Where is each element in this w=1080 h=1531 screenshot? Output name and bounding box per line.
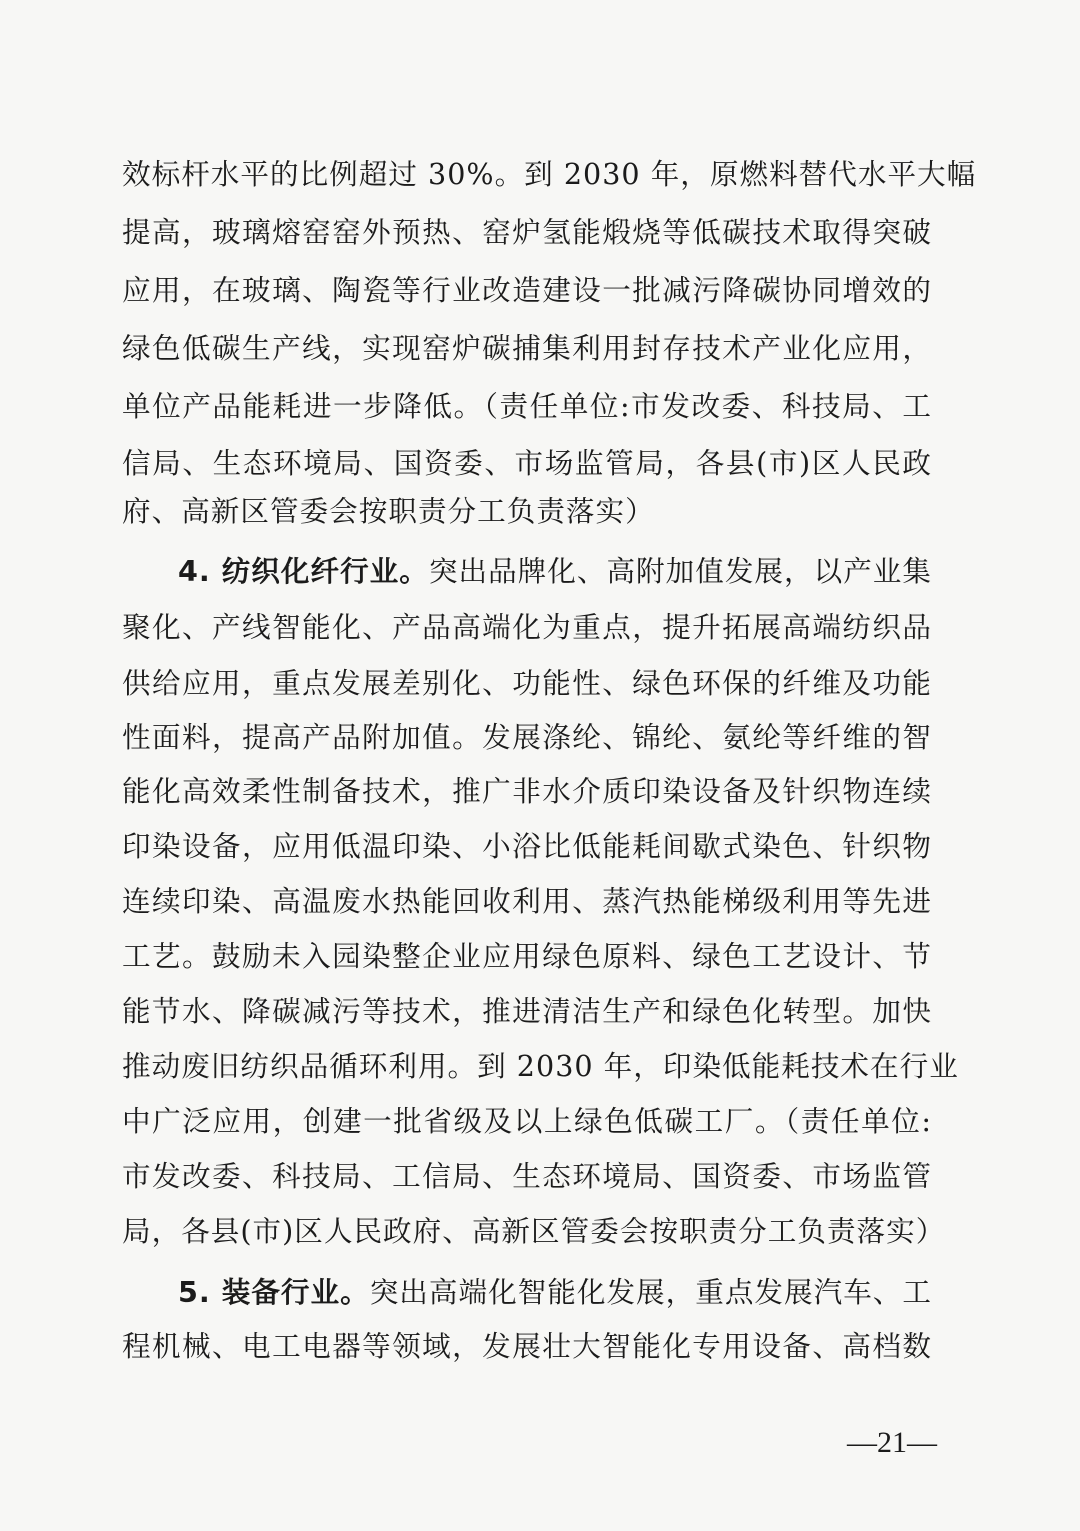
text-line: 市发改委、科技局、工信局、生态环境局、国资委、市场监管 xyxy=(122,1159,932,1193)
text-line: 供给应用，重点发展差别化、功能性、绿色环保的纤维及功能 xyxy=(122,666,932,700)
section-heading: 5. 装备行业。 xyxy=(178,1275,370,1309)
text-line: 单位产品能耗进一步降低。（责任单位:市发改委、科技局、工 xyxy=(122,389,932,423)
section-heading: 4. 纺织化纤行业。 xyxy=(178,554,429,588)
text-line: 性面料，提高产品附加值。发展涤纶、锦纶、氨纶等纤维的智 xyxy=(122,720,932,754)
section-first-line xyxy=(178,1264,932,1320)
text-line: 印染设备，应用低温印染、小浴比低能耗间歇式染色、针织物 xyxy=(122,829,932,863)
text-line: 中广泛应用，创建一批省级及以上绿色低碳工厂。（责任单位: xyxy=(122,1104,932,1138)
section-first-line xyxy=(178,543,932,599)
text-line: 府、高新区管委会按职责分工负责落实） xyxy=(122,494,655,528)
text-line: 绿色低碳生产线，实现窑炉碳捕集利用封存技术产业化应用， xyxy=(122,331,932,365)
text-line: 信局、生态环境局、国资委、市场监管局，各县(市)区人民政 xyxy=(122,446,932,480)
text-line: 提高，玻璃熔窑窑外预热、窑炉氢能煅烧等低碳技术取得突破 xyxy=(122,215,932,249)
text-line: 应用，在玻璃、陶瓷等行业改造建设一批减污降碳协同增效的 xyxy=(122,273,932,307)
text-line: 能化高效柔性制备技术，推广非水介质印染设备及针织物连续 xyxy=(122,774,932,808)
text-line: 能节水、降碳减污等技术，推进清洁生产和绿色化转型。加快 xyxy=(122,994,932,1028)
section-text: 突出品牌化、高附加值发展，以产业集 xyxy=(428,554,932,588)
text-line: 聚化、产线智能化、产品高端化为重点，提升拓展高端纺织品 xyxy=(122,610,932,644)
text-line: 效标杆水平的比例超过 30%。到 2030 年，原燃料替代水平大幅 xyxy=(122,157,977,191)
section-text: 突出高端化智能化发展，重点发展汽车、工 xyxy=(369,1275,932,1309)
text-line: 推动废旧纺织品循环利用。到 2030 年，印染低能耗技术在行业 xyxy=(122,1049,959,1083)
text-line: 局，各县(市)区人民政府、高新区管委会按职责分工负责落实） xyxy=(122,1214,946,1248)
text-line: 连续印染、高温废水热能回收利用、蒸汽热能梯级利用等先进 xyxy=(122,884,932,918)
text-line: 程机械、电工电器等领域，发展壮大智能化专用设备、高档数 xyxy=(122,1329,932,1363)
text-line: 工艺。鼓励未入园染整企业应用绿色原料、绿色工艺设计、节 xyxy=(122,939,932,973)
page-number: —21— xyxy=(847,1426,937,1459)
